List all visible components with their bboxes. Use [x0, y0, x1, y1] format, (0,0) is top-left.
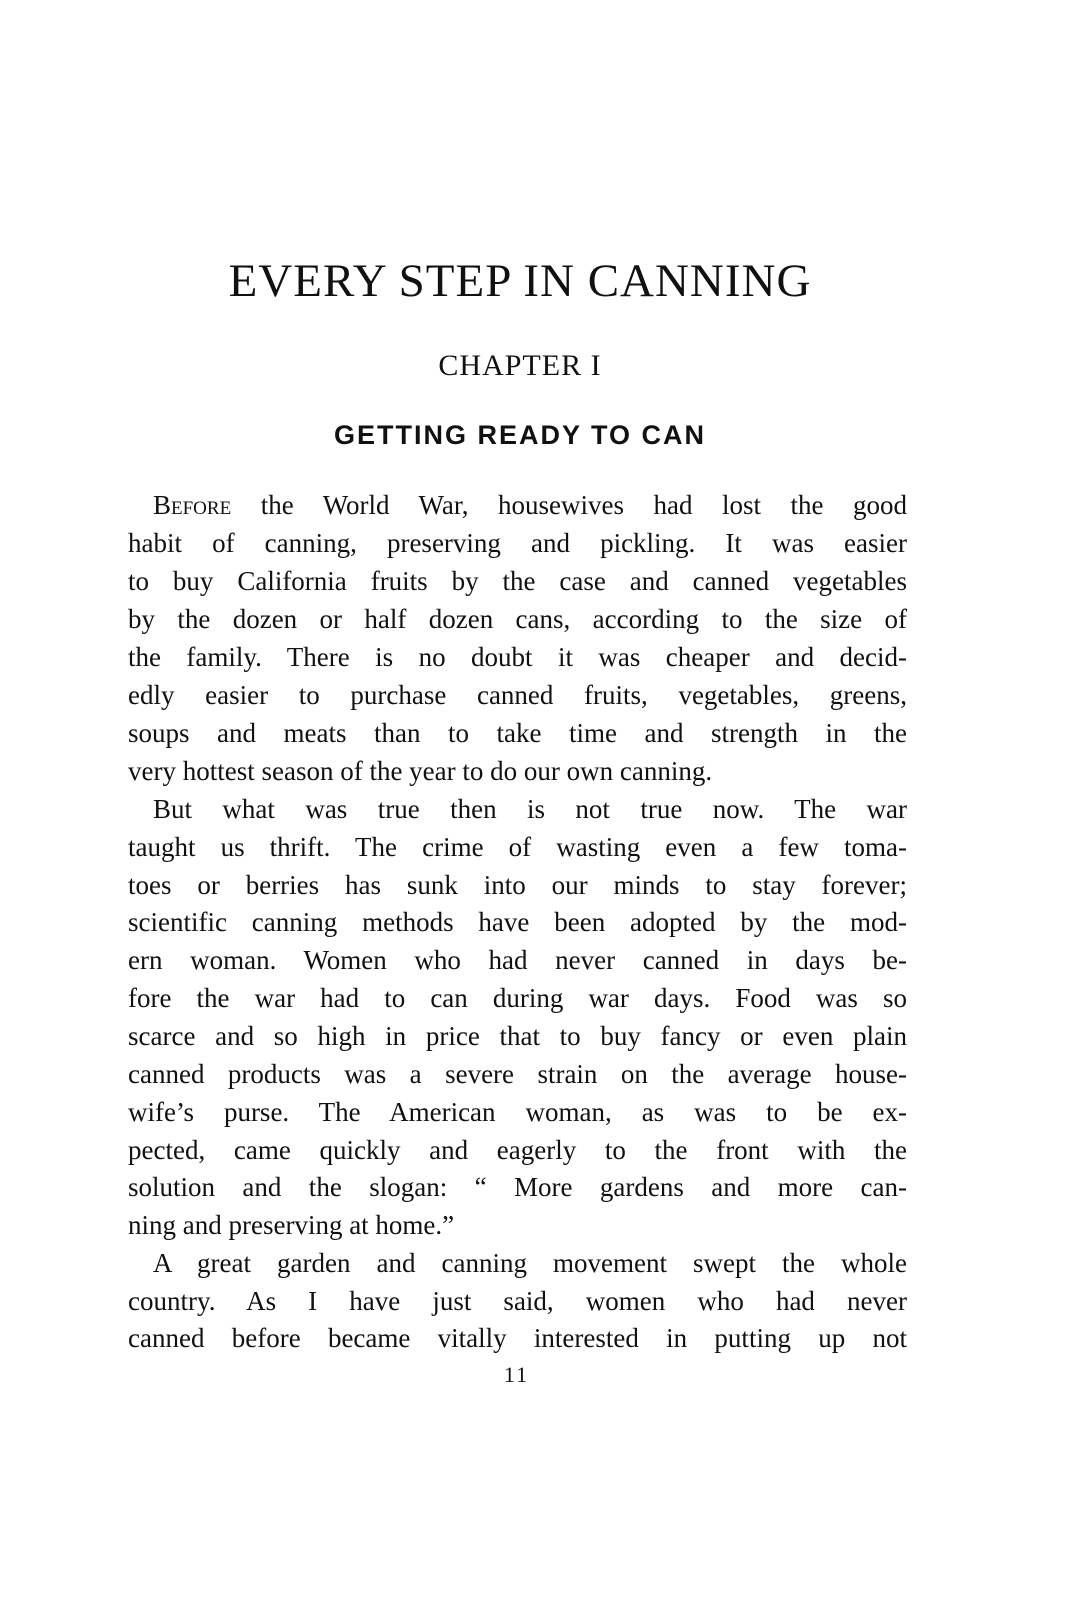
text-line: wife’s purse. The American woman, as was to be ex- — [128, 1097, 907, 1127]
text-line: fore the war had to can during war days. Food was so — [128, 983, 907, 1013]
text-line: ning and preserving at home.” — [128, 1210, 455, 1240]
lead-word: Before — [153, 490, 232, 520]
text-line: habit of canning, preserving and pickling. It was easier — [128, 528, 907, 558]
text-line: the family. There is no doubt it was cheaper and decid- — [128, 642, 907, 672]
page-number: 11 — [503, 1362, 530, 1387]
text-line: to buy California fruits by the case and canned vegetables — [128, 566, 907, 596]
text-line: scarce and so high in price that to buy fancy or even plain — [128, 1021, 907, 1051]
text-line: pected, came quickly and eagerly to the front with the — [128, 1135, 907, 1165]
text-line: canned before became vitally interested in putting up not — [128, 1323, 907, 1353]
text-line: Before the World War, housewives had lost the good — [153, 490, 907, 520]
text-line: edly easier to purchase canned fruits, vegetables, greens, — [128, 680, 907, 710]
book-title: EVERY STEP IN CANNING — [228, 255, 812, 307]
text-line: very hottest season of the year to do our own canning. — [128, 756, 713, 786]
text-line: scientific canning methods have been adopted by the mod- — [128, 907, 907, 937]
text-line: But what was true then is not true now. The war — [153, 794, 907, 824]
text-line: canned products was a severe strain on the average house- — [128, 1059, 907, 1089]
text-line: A great garden and canning movement swept the whole — [153, 1248, 907, 1278]
text-line: toes or berries has sunk into our minds to stay forever; — [128, 870, 907, 900]
chapter-title: GETTING READY TO CAN — [333, 420, 707, 450]
text-line: by the dozen or half dozen cans, according to the size of — [128, 604, 907, 634]
text-line: solution and the slogan: “ More gardens and more can- — [128, 1172, 907, 1202]
text-line: country. As I have just said, women who had never — [128, 1286, 907, 1316]
chapter-number: CHAPTER I — [438, 349, 602, 382]
text-line: taught us thrift. The crime of wasting even a few toma- — [128, 832, 907, 862]
text-line: soups and meats than to take time and strength in the — [128, 718, 907, 748]
text-line: ern woman. Women who had never canned in days be- — [128, 945, 907, 975]
